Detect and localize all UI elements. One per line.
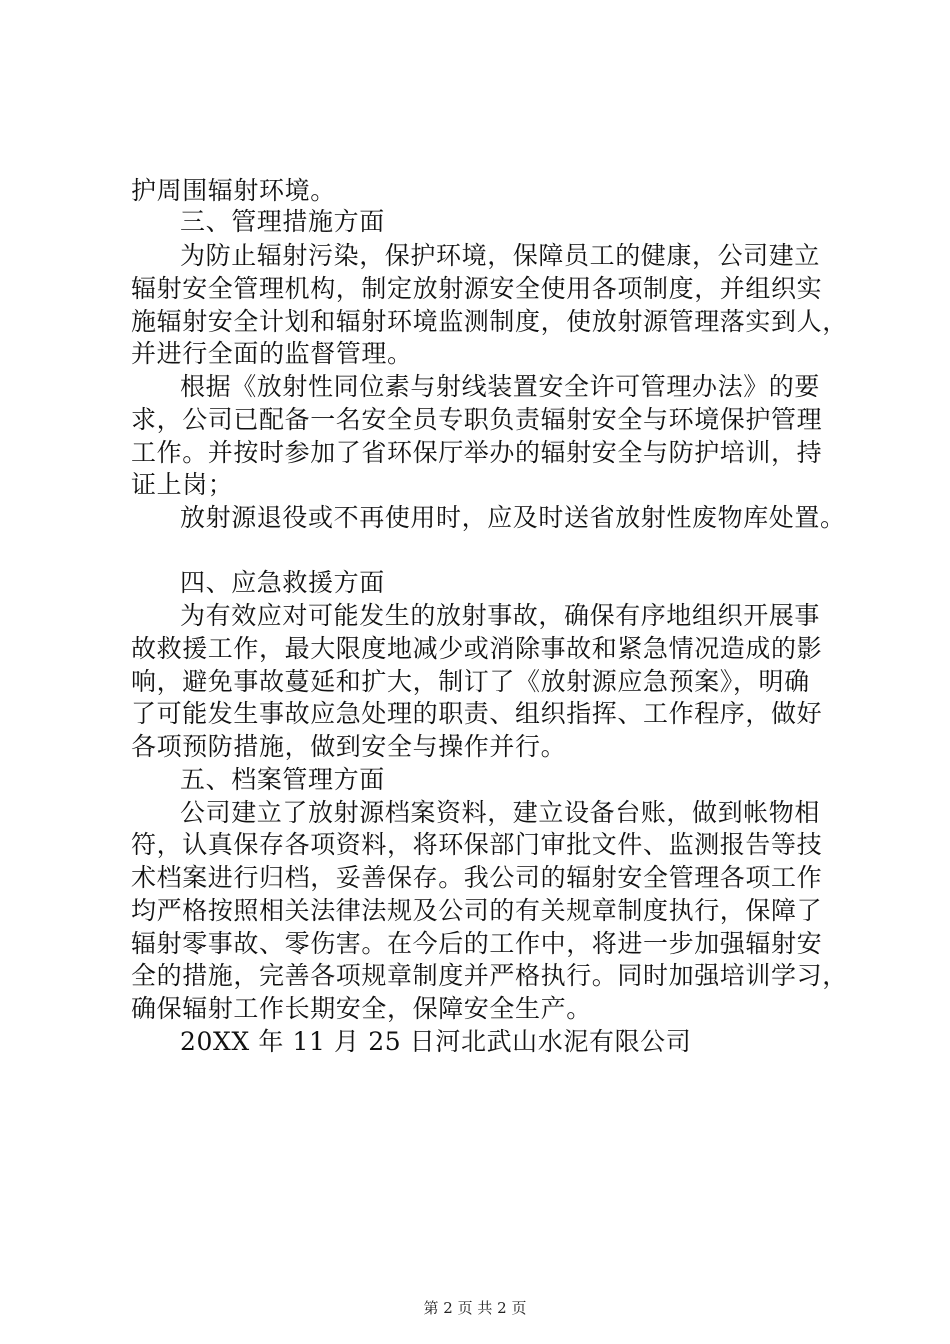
text-line: 各项预防措施，做到安全与操作并行。 — [131, 732, 567, 761]
text-line: 证上岗； — [131, 470, 234, 499]
text-line: 为有效应对可能发生的放射事故，确保有序地组织开展事 — [180, 601, 821, 630]
text-line: 工作。并按时参加了省环保厅举办的辐射安全与防护培训，持 — [131, 438, 823, 467]
text-line: 故救援工作，最大限度地减少或消除事故和紧急情况造成的影 — [131, 634, 823, 663]
text-line: 术档案进行归档，妥善保存。我公司的辐射安全管理各项工作 — [131, 863, 823, 892]
text-line: 确保辐射工作长期安全，保障安全生产。 — [131, 994, 592, 1023]
signature-date-line: 20XX 年 11 月 25 日河北武山水泥有限公司 — [180, 1027, 692, 1056]
text-line: 辐射零事故、零伤害。在今后的工作中，将进一步加强辐射安 — [131, 929, 823, 958]
page-footer: 第 2 页 共 2 页 — [423, 1299, 527, 1317]
text-line: 护周围辐射环境。 — [131, 176, 336, 205]
text-line: 并进行全面的监督管理。 — [131, 339, 413, 368]
text-line: 了可能发生事故应急处理的职责、组织指挥、工作程序，做好 — [131, 699, 823, 728]
text-line: 公司建立了放射源档案资料，建立设备台账，做到帐物相 — [180, 798, 821, 827]
text-line: 均严格按照相关法律法规及公司的有关规章制度执行，保障了 — [131, 896, 823, 925]
text-line: 为防止辐射污染，保护环境，保障员工的健康，公司建立 — [180, 241, 821, 270]
text-line: 施辐射安全计划和辐射环境监测制度，使放射源管理落实到人， — [131, 307, 848, 336]
text-line: 根据《放射性同位素与射线装置安全许可管理办法》的要 — [180, 372, 821, 401]
text-line: 响，避免事故蔓延和扩大，制订了《放射源应急预案》，明确 — [131, 667, 810, 696]
text-line: 求，公司已配备一名安全员专职负责辐射安全与环境保护管理 — [131, 405, 823, 434]
section-heading: 四、应急救援方面 — [180, 568, 385, 597]
section-heading: 五、档案管理方面 — [180, 765, 385, 794]
text-line: 放射源退役或不再使用时，应及时送省放射性废物库处置。 — [180, 503, 846, 532]
text-line: 全的措施，完善各项规章制度并严格执行。同时加强培训学习， — [131, 961, 848, 990]
text-line: 辐射安全管理机构，制定放射源安全使用各项制度，并组织实 — [131, 274, 823, 303]
text-line: 符，认真保存各项资料，将环保部门审批文件、监测报告等技 — [131, 830, 823, 859]
section-heading: 三、管理措施方面 — [180, 207, 385, 236]
